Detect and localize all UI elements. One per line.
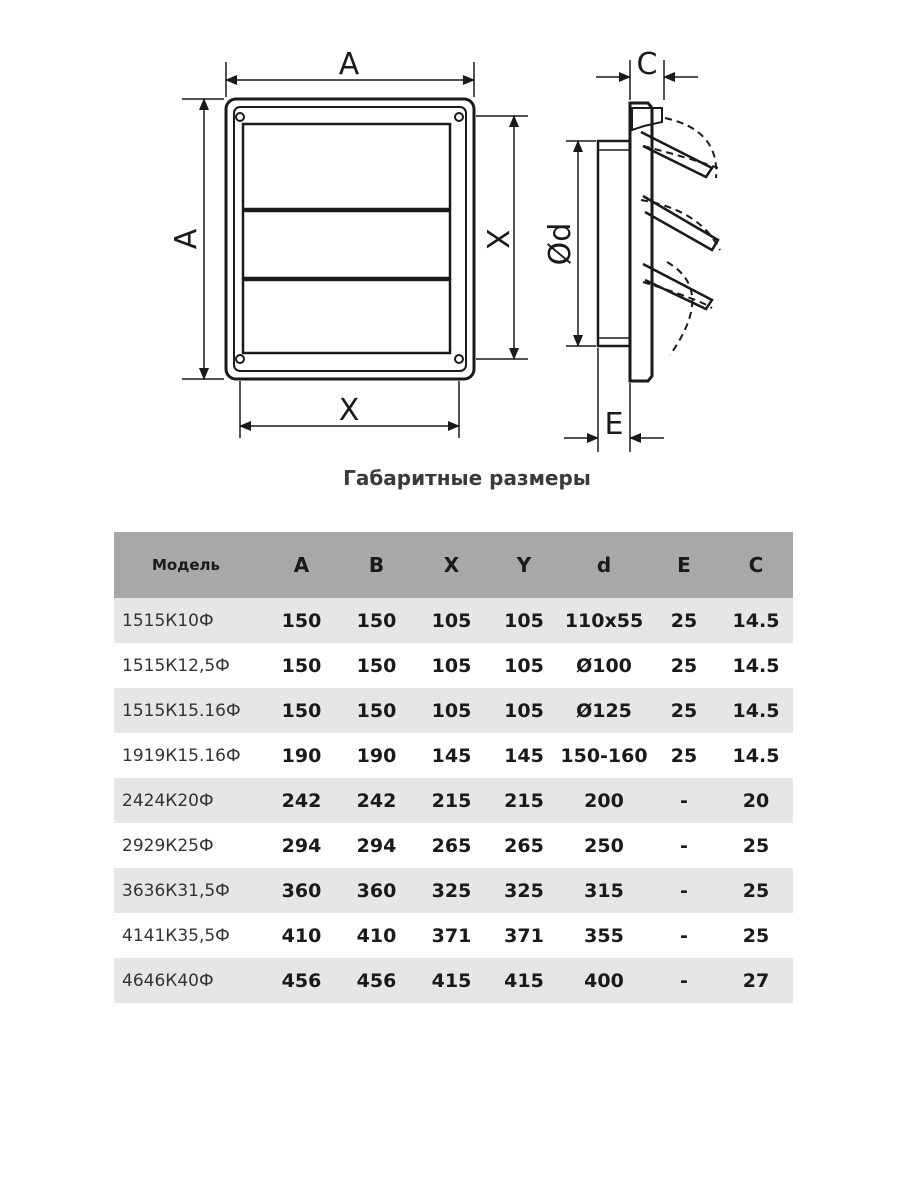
label-x-bottom: X bbox=[338, 393, 360, 428]
caption: Габаритные размеры bbox=[343, 466, 591, 490]
cell-model: 3636К31,5Ф bbox=[114, 868, 264, 913]
screw-hole-bottom-left bbox=[236, 355, 244, 363]
screw-hole-top-right bbox=[455, 113, 463, 121]
header-a: A bbox=[264, 532, 339, 598]
table-row bbox=[114, 778, 793, 823]
cell-x: 145 bbox=[431, 744, 472, 767]
cell-c: 14.5 bbox=[732, 744, 780, 767]
header-d: d bbox=[559, 532, 649, 598]
cell-e: 25 bbox=[670, 654, 698, 677]
header-y: Y bbox=[489, 532, 559, 598]
cell-c: 14.5 bbox=[719, 598, 793, 643]
cell-b: 242 bbox=[339, 778, 414, 823]
label-d: Ød bbox=[543, 222, 578, 266]
cell-d: 250 bbox=[584, 834, 624, 857]
cell-e: - bbox=[680, 834, 688, 857]
table-row bbox=[114, 643, 793, 688]
cell-a: 190 bbox=[281, 744, 322, 767]
cell-d: 315 bbox=[559, 868, 649, 913]
collar bbox=[598, 141, 630, 346]
cell-y: 145 bbox=[504, 744, 544, 767]
cell-model: 2424К20Ф bbox=[114, 778, 264, 823]
cell-b: 456 bbox=[339, 958, 414, 1003]
cell-a: 150 bbox=[264, 688, 339, 733]
dimension-drawing bbox=[0, 0, 900, 460]
cell-c: 25 bbox=[742, 924, 770, 947]
cell-d: 200 bbox=[559, 778, 649, 823]
cell-y: 105 bbox=[489, 598, 559, 643]
cell-e: 25 bbox=[670, 744, 698, 767]
cell-model: 4646К40Ф bbox=[114, 958, 264, 1003]
table-header-row bbox=[114, 532, 793, 598]
cell-c: 14.5 bbox=[732, 654, 780, 677]
cell-e: - bbox=[649, 868, 719, 913]
cell-a: 242 bbox=[264, 778, 339, 823]
inner-frame bbox=[234, 107, 466, 371]
cell-x: 105 bbox=[414, 688, 489, 733]
cell-x: 415 bbox=[414, 958, 489, 1003]
table-row bbox=[114, 868, 793, 913]
cell-e: 25 bbox=[649, 688, 719, 733]
cell-a: 150 bbox=[281, 654, 322, 677]
cell-x: 215 bbox=[414, 778, 489, 823]
cell-c: 27 bbox=[719, 958, 793, 1003]
cell-b: 410 bbox=[356, 924, 397, 947]
cell-c: 14.5 bbox=[719, 688, 793, 733]
cell-model: 4141К35,5Ф bbox=[122, 925, 230, 946]
table-row bbox=[114, 598, 793, 643]
cell-d: Ø100 bbox=[576, 654, 632, 677]
cell-y: 415 bbox=[489, 958, 559, 1003]
cell-x: 371 bbox=[431, 924, 472, 947]
label-a-left: A bbox=[169, 228, 204, 250]
table-row bbox=[114, 958, 793, 1003]
cell-d: Ø125 bbox=[559, 688, 649, 733]
header-b: B bbox=[339, 532, 414, 598]
cell-model: 1515К10Ф bbox=[114, 598, 264, 643]
cell-d: 110x55 bbox=[559, 598, 649, 643]
table-row bbox=[114, 913, 793, 958]
header-model: Модель bbox=[114, 532, 264, 598]
screw-hole-top-left bbox=[236, 113, 244, 121]
cell-d: 355 bbox=[584, 924, 624, 947]
front-view bbox=[226, 99, 474, 379]
cell-b: 294 bbox=[356, 834, 397, 857]
cell-e: 25 bbox=[649, 598, 719, 643]
cell-model: 1515К15.16Ф bbox=[114, 688, 264, 733]
cell-e: - bbox=[680, 924, 688, 947]
outer-frame bbox=[226, 99, 474, 379]
cell-model: 1919К15.16Ф bbox=[122, 745, 241, 766]
cell-b: 150 bbox=[339, 688, 414, 733]
cell-a: 410 bbox=[281, 924, 322, 947]
cell-e: - bbox=[649, 778, 719, 823]
table-row bbox=[114, 733, 793, 778]
cell-c: 25 bbox=[719, 868, 793, 913]
cell-b: 150 bbox=[356, 654, 397, 677]
table-row bbox=[114, 688, 793, 733]
side-plate bbox=[630, 103, 652, 381]
header-x: X bbox=[414, 532, 489, 598]
label-e: E bbox=[604, 407, 624, 442]
cell-b: 190 bbox=[356, 744, 397, 767]
cell-d: 150-160 bbox=[560, 744, 648, 767]
cell-y: 105 bbox=[489, 688, 559, 733]
cell-c: 20 bbox=[719, 778, 793, 823]
cell-x: 105 bbox=[414, 598, 489, 643]
header-c: C bbox=[719, 532, 793, 598]
cell-a: 456 bbox=[264, 958, 339, 1003]
louver-middle bbox=[243, 211, 450, 278]
table-row bbox=[114, 823, 793, 868]
side-view bbox=[598, 103, 720, 381]
label-c: C bbox=[636, 47, 658, 82]
cell-model: 2929К25Ф bbox=[122, 835, 214, 856]
screw-hole-bottom-right bbox=[455, 355, 463, 363]
cell-d: 400 bbox=[559, 958, 649, 1003]
side-clip bbox=[632, 108, 662, 130]
louver-bottom bbox=[243, 280, 450, 353]
cell-y: 265 bbox=[504, 834, 544, 857]
cell-a: 360 bbox=[264, 868, 339, 913]
cell-x: 265 bbox=[431, 834, 472, 857]
cell-model: 1515К12,5Ф bbox=[122, 655, 230, 676]
cell-c: 25 bbox=[742, 834, 770, 857]
cell-y: 215 bbox=[489, 778, 559, 823]
cell-a: 294 bbox=[281, 834, 322, 857]
cell-e: - bbox=[649, 958, 719, 1003]
cell-y: 325 bbox=[489, 868, 559, 913]
label-a-top: A bbox=[338, 47, 360, 82]
cell-x: 105 bbox=[431, 654, 472, 677]
cell-b: 150 bbox=[339, 598, 414, 643]
label-x-right: X bbox=[479, 228, 514, 250]
cell-y: 371 bbox=[504, 924, 544, 947]
header-e: E bbox=[649, 532, 719, 598]
louver-top bbox=[243, 124, 450, 209]
dimensions-table bbox=[114, 532, 793, 1003]
cell-a: 150 bbox=[264, 598, 339, 643]
cell-b: 360 bbox=[339, 868, 414, 913]
cell-y: 105 bbox=[504, 654, 544, 677]
cell-x: 325 bbox=[414, 868, 489, 913]
